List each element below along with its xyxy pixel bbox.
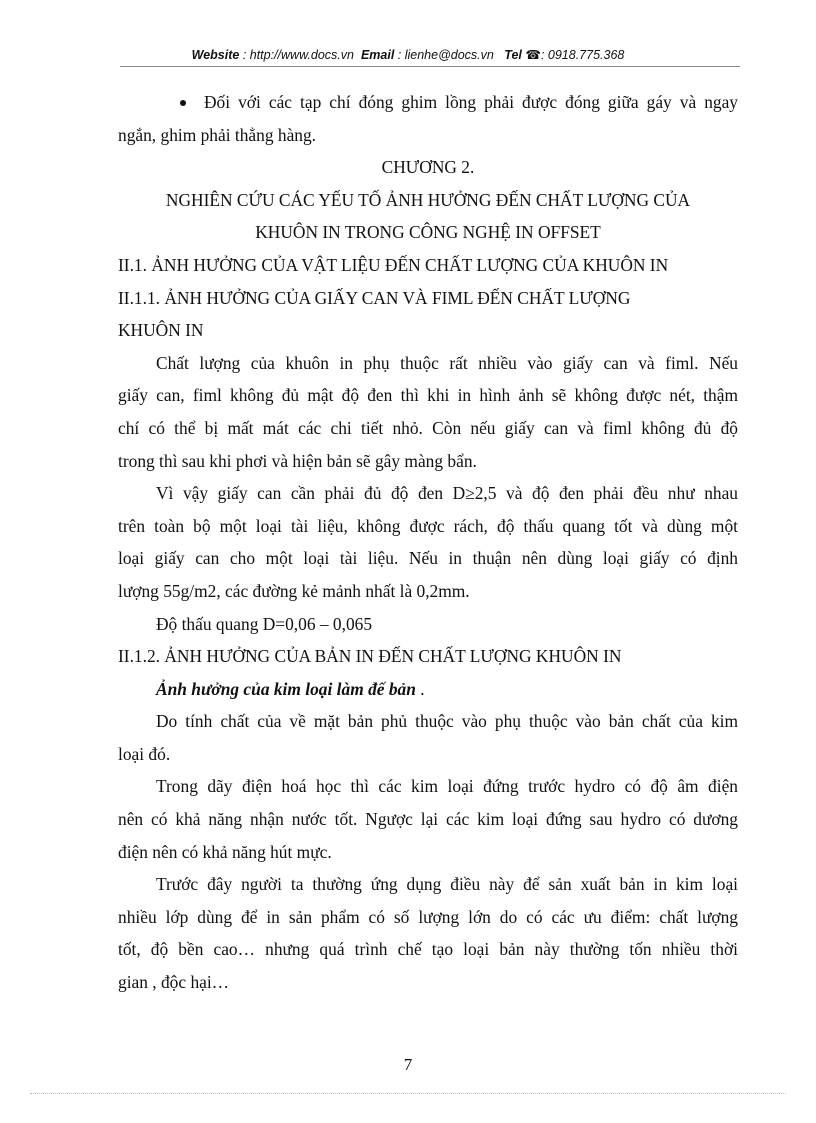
paragraph-line: trong thì sau khi phơi và hiện bản sẽ gây màng bẩn.	[118, 450, 477, 471]
bullet-icon	[180, 100, 186, 106]
paragraph-line: nhiều lớp dùng để in sản phẩm có số lượng lớn do có các ưu điểm: chất lượng	[118, 906, 738, 927]
document-body	[118, 86, 738, 999]
phone-icon: ☎	[525, 48, 541, 62]
paragraph-line: chí có thể bị mất mát các chi tiết nhỏ. Còn nếu giấy can và fiml không đủ độ	[118, 417, 738, 438]
bullet-text-line1: Đối với các tạp chí đóng ghim lồng phải được đóng giữa gáy và ngay	[204, 92, 738, 112]
chapter-title-line1: NGHIÊN CỨU CÁC YẾU TỐ ẢNH HƯỞNG ĐẾN CHẤT LƯỢNG CỦA	[165, 189, 691, 210]
page-bottom-divider	[30, 1093, 786, 1094]
website-label: Website	[191, 48, 240, 62]
paragraph-line: Trong dãy điện hoá học thì các kim loại đứng trước hydro có độ âm điện	[156, 776, 738, 797]
paragraph-line: Trước đây người ta thường ứng dụng điều này để sản xuất bản in kim loại	[156, 874, 738, 895]
paragraph-line: Chất lượng của khuôn in phụ thuộc rất nhiều vào giấy can và fiml. Nếu	[156, 352, 738, 373]
paragraph-line: tốt, độ bền cao… nhưng quá trình chế tạo loại bản này thường tốn nhiều thời	[118, 939, 738, 960]
email-value[interactable]: : lienhe@docs.vn	[397, 48, 494, 62]
bullet-text-line2: ngắn, ghim phải thẳng hàng.	[118, 124, 317, 145]
section-heading-ii12: II.1.2. ẢNH HƯỞNG CỦA BẢN IN ĐẾN CHẤT LƯỢNG KHUÔN IN	[118, 646, 622, 667]
paragraph-line: giấy can, fiml không đủ mật độ đen thì khi in hình ảnh sẽ không được nét, thậm	[118, 385, 738, 406]
section-heading-ii11-line2: KHUÔN IN	[118, 320, 204, 341]
chapter-title-line2: KHUÔN IN TRONG CÔNG NGHỆ IN OFFSET	[255, 222, 601, 243]
header-divider	[120, 66, 740, 67]
page-number: 7	[403, 1055, 413, 1074]
paragraph-line: Vì vậy giấy can cần phải đủ độ đen D≥2,5 và độ đen phải đều như nhau	[156, 483, 738, 504]
paragraph-line: điện nên có khả năng hút mực.	[118, 841, 332, 862]
subheading	[118, 673, 738, 706]
chapter-heading: CHƯƠNG 2.	[381, 157, 475, 178]
paragraph-line: loại giấy can cho một loại tài liệu. Nếu in thuận nên dùng loại giấy có định	[118, 548, 738, 569]
bullet-item	[118, 86, 738, 119]
paragraph-line: loại đó.	[118, 743, 171, 764]
tel-value: : 0918.775.368	[540, 48, 625, 62]
paragraph-line: Độ thấu quang D=0,06 – 0,065	[156, 613, 373, 634]
website-value[interactable]: : http://www.docs.vn	[242, 48, 354, 62]
page-header	[0, 47, 816, 62]
tel-label: Tel	[504, 48, 522, 62]
paragraph-line: nên có khả năng nhận nước tốt. Ngược lại các kim loại đứng sau hydro có dương	[118, 809, 738, 830]
subheading-bold: Ảnh hưởng của kim loại làm đế bản	[156, 678, 416, 699]
subheading-tail: .	[415, 678, 425, 699]
section-heading-ii11-line1: II.1.1. ẢNH HƯỞNG CỦA GIẤY CAN VÀ FIML ĐẾN CHẤT LƯỢNG	[118, 287, 631, 308]
paragraph-line: lượng 55g/m2, các đường kẻ mảnh nhất là 0,2mm.	[118, 580, 470, 601]
paragraph-line: gian , độc hại…	[118, 972, 230, 993]
paragraph-line: Do tính chất của về mặt bản phủ thuộc vào phụ thuộc vào bản chất của kim	[156, 711, 738, 732]
paragraph-line: trên toàn bộ một loại tài liệu, không được rách, độ thấu quang tốt và dùng một	[118, 515, 738, 536]
email-label: Email	[360, 48, 395, 62]
section-heading-ii1: II.1. ẢNH HƯỞNG CỦA VẬT LIỆU ĐẾN CHẤT LƯỢNG CỦA KHUÔN IN	[118, 254, 669, 275]
